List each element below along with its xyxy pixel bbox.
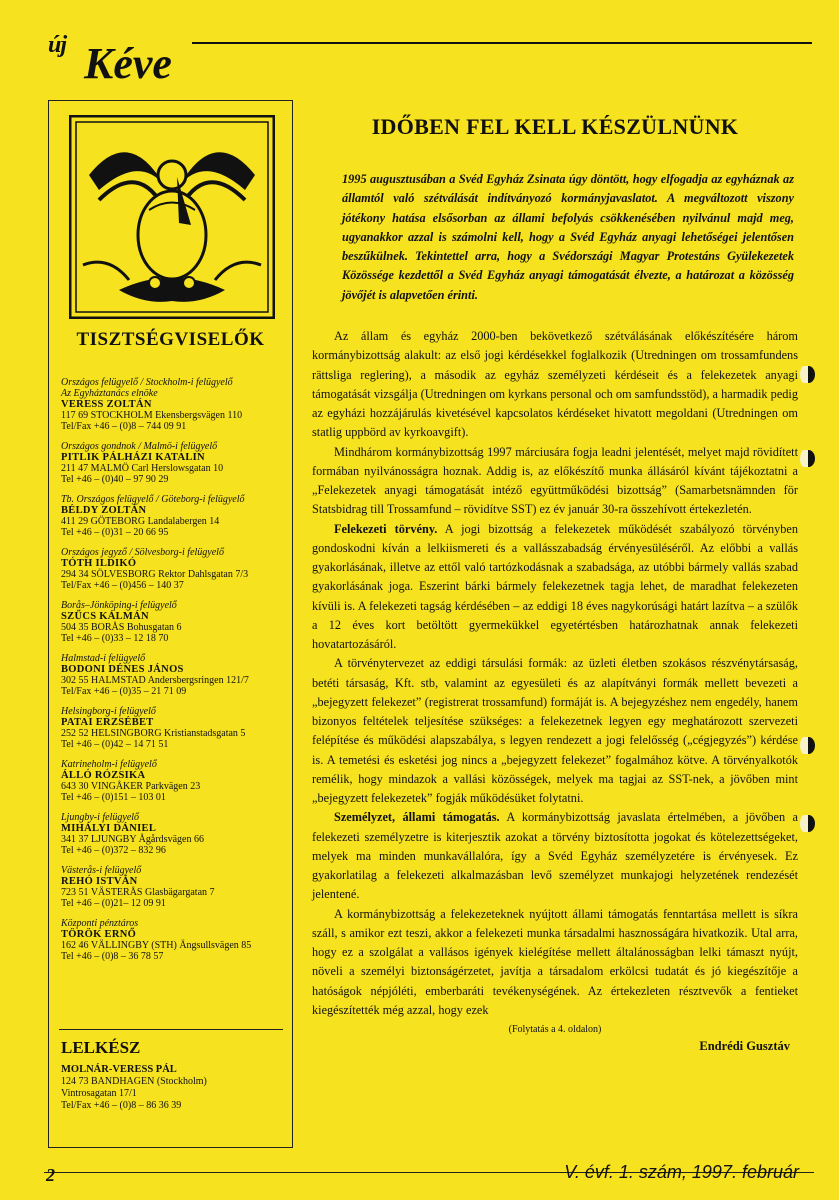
- officer-phone: Tel +46 – (0)8 – 36 78 57: [61, 951, 164, 962]
- officer-role: Országos gondnok / Malmö-i felügyelő: [61, 441, 218, 452]
- pastor-phone: Tel/Fax +46 – (0)8 – 86 36 39: [61, 1100, 182, 1111]
- officer-entry: [61, 918, 289, 962]
- article-lead: 1995 augusztusában a Svéd Egyház Zsinata úgy döntött, hogy elfogadja az egyháznak az államtól való szétválását indítványozó kormányjavaslatot. A megváltozott viszony jótékony hatása elsősorban az állami befolyás csökkenésében nyilvánul majd meg, ugyanakkor azzal is számolni kell, hogy a Svéd Egyház anyagi lehetőségei jelentősen beszűkülnek. Tekintettel arra, hogy a Svédországi Magyar Protestáns Gyülekezetek Közössége kezdettől a Svéd Egyház anyagi támogatását élvezte, a határozat a közösség jövőjét is alapvetően érinti.: [342, 172, 794, 302]
- officer-role: Helsingborg-i felügyelő: [61, 706, 156, 717]
- officer-address: 643 30 VINGÅKER Parkvägen 23: [61, 781, 201, 792]
- officer-role: Központi pénztáros: [61, 918, 139, 929]
- article: [312, 108, 798, 1054]
- officer-entry: [61, 494, 289, 538]
- masthead-rule: [192, 42, 812, 44]
- officer-name: VERESS ZOLTÁN: [61, 399, 152, 410]
- officer-name: PITLIK PÁLHÁZI KATALIN: [61, 452, 205, 463]
- officer-phone: Tel/Fax +46 – (0)35 – 21 71 09: [61, 686, 187, 697]
- article-paragraph: [312, 520, 798, 655]
- officer-address: 411 29 GÖTEBORG Landalabergen 14: [61, 516, 220, 527]
- issue-info: V. évf. 1. szám, 1997. február: [564, 1162, 799, 1182]
- officer-address: 302 55 HALMSTAD Andersbergsringen 121/7: [61, 675, 249, 686]
- officer-address: 252 52 HELSINGBORG Kristianstadsgatan 5: [61, 728, 246, 739]
- article-paragraph: A kormánybizottság a felekezeteknek nyújtott állami támogatás fenntartása mellett is síkra száll, s amikor ezt teszi, akkor a felekezeti munka társadalmi hasznosságára hivatkozik. Utal arra, hogy ez a szolgálat a vallásos igények kielégítése mellett általánosságban lelki támaszt nyújt, növeli a személyi biztonságérzetet, javítja a társadalom erkölcsi tudatát és jó kiegészítője a hatóságok népjóléti, emberbaráti tevékenységének. Az értekezleten résztvevők a fentieket kiegészítették még azzal, hogy ezek: [312, 906, 798, 1017]
- section-title: Felekezeti törvény.: [334, 521, 438, 536]
- binder-hole-mark: [802, 366, 815, 383]
- officer-entry: [61, 812, 289, 856]
- masthead-title: Kéve: [84, 39, 172, 88]
- officers-heading: TISZTSÉGVISELŐK: [76, 329, 265, 350]
- officer-role: Ljungby-i felügyelő: [61, 812, 140, 823]
- officer-address: 117 69 STOCKHOLM Ekensbergsvägen 110: [61, 410, 243, 421]
- officer-role: Katrineholm-i felügyelő: [61, 759, 157, 770]
- paragraph-text: A kormánybizottság javaslata értelmében, a jövőben a felekezeti személyzetre is kiterjesztik azokat a törvény biztosította jogokat és kötelezettségeket, melyek ma minden munkavállalóra, így a Svéd Egyház személyzetére is érvényesek. Ez gyakorlatilag a felekezeti alkalmazásban levő személyzet munkajogi helyzetének rendezését jelentené.: [312, 810, 798, 902]
- article-paragraph: Mindhárom kormánybizottság 1997 márciusára fogja leadni jelentését, melyet majd rövidített formában nyilvánosságra hoznak. Addig is, az előkészítő munka állásáról kívánt tájékoztatni a „Felekezetek anyagi támogatását intéző együttműködési bizottság” (Samarbetsnämnden för Statsbidrag till Trossamfund – rövidítve SST) ez év január 30-ra összehívott értekezletén.: [312, 444, 798, 517]
- pelican-emblem-image: [69, 115, 275, 319]
- officer-phone: Tel +46 – (0)40 – 97 90 29: [61, 474, 169, 485]
- officer-entry: [61, 377, 289, 432]
- masthead-prefix: új: [48, 32, 67, 58]
- officer-entry: [61, 441, 289, 485]
- paragraph-text: A jogi bizottság a felekezetek működését szabályozó törvényben gondoskodni kíván a lelkiismereti és a vallásszabadság érvényesüléséről. Az előbbi a vallás gyakorlásának, illetve az ettől való tartózkodásnak a szabadsága, az utóbbi bármely vallás szabad gyakorlásának joga. Eszerint bárki bármely felekezetnek tagja lehet, de maradhat felekezeten kívüli is. A felekezeti tagság kérdésében – az eddigi 18 éves nagykorúsági határt lazítva – a szülők a 12 éves kort betöltött gyermekükkel egyetértésben határozhatnak annak felekezeti hovatartozásáról.: [312, 521, 798, 652]
- officer-entry: [61, 759, 289, 803]
- officer-role: Halmstad-i felügyelő: [61, 653, 146, 664]
- officer-role: Tb. Országos felügyelő / Göteborg-i felügyelő: [61, 494, 245, 505]
- binder-hole-mark: [802, 815, 815, 832]
- officer-name: ÁLLÓ RÓZSIKA: [61, 770, 146, 781]
- officer-address: 294 34 SÖLVESBORG Rektor Dahlsgatan 7/3: [61, 569, 249, 580]
- pastor-name: MOLNÁR-VERESS PÁL: [61, 1064, 177, 1075]
- officer-name: TÓTH ILDIKÓ: [61, 558, 137, 569]
- officer-phone: Tel +46 – (0)33 – 12 18 70: [61, 633, 169, 644]
- officer-phone: Tel +46 – (0)31 – 20 66 95: [61, 527, 169, 538]
- article-paragraph: A törvénytervezet az eddigi társulási formák: az üzleti életben szokásos részvénytársaság, betéti társaság, Kft. stb, valamint az egyesületi és az alapítványi formák mellett bevezeti a „bejegyzett felekezet” (registrerat trossamfund) formáját is. A bejegyzéshez nem engedély, hanem bizonyos feltételek teljesítése szükséges: a felekezetnek legyen egy meghatározott szervezeti felépítése és működési alapszabálya, s legyen rendezett a jogi felelősség („cégjegyzés”) kérdése is. A temetési és esketési jog nincs a „bejegyzett felekezet” fogalmához kötve. A törvényalkotók remélik, hogy mindazok a vallási közösségek, melyek ma tagjai az SST-nek, a jövőben mint „bejegyzett felekezetek” fogják működésüket folytatni.: [312, 656, 798, 806]
- article-body: [312, 327, 798, 1020]
- officer-name: BODONI DÉNES JÁNOS: [61, 664, 184, 675]
- officers-list: [61, 377, 289, 971]
- officer-address: 162 46 VÄLLINGBY (STH) Ängsullsvägen 85: [61, 940, 252, 951]
- article-headline: IDŐBEN FEL KELL KÉSZÜLNÜNK: [371, 114, 739, 139]
- officer-address: 723 51 VÄSTERÅS Glasbägargatan 7: [61, 887, 215, 898]
- officer-address: 341 37 LJUNGBY Ågårdsvägen 66: [61, 834, 204, 845]
- officer-name: MIHÁLYI DÁNIEL: [61, 823, 157, 834]
- officer-phone: Tel +46 – (0)372 – 832 96: [61, 845, 166, 856]
- pastor-address-line2: Vintrosagatan 17/1: [61, 1088, 137, 1099]
- officer-name: TÖRÖK ERNŐ: [61, 929, 137, 940]
- pastor-divider: [59, 1029, 283, 1030]
- officer-name: SZŰCS KÁLMÁN: [61, 611, 149, 622]
- officer-name: PATAI ERZSÉBET: [61, 717, 154, 728]
- officer-entry: [61, 600, 289, 644]
- binder-hole-mark: [802, 737, 815, 754]
- officer-entry: [61, 865, 289, 909]
- officer-phone: Tel/Fax +46 – (0)456 – 140 37: [61, 580, 184, 591]
- masthead: [44, 18, 814, 88]
- article-paragraph: Az állam és egyház 2000-ben bekövetkező szétválásának előkészítésére három kormánybizottság alakult: az első jogi kérdésekkel foglalkozik (Utredningen om trossamfundens rättsliga reglering), a második az egyház személyzeti kérdéseit és a felekezetek anyagi támogatását vizsgálja (Utredningen om kyrkans personal och om samfundsstöd), a harmadik pedig az egyházi hozzájárulás kivetésével kapcsolatos kérdéseket hivatott megoldani (Utredningen om statlig uppbörd av kyrkoavgift).: [312, 329, 798, 440]
- officer-phone: Tel +46 – (0)21– 12 09 91: [61, 898, 166, 909]
- officer-role: Borås–Jönköping-i felügyelő: [61, 600, 177, 611]
- article-paragraph: [312, 808, 798, 904]
- officer-name: REHÓ ISTVÁN: [61, 876, 138, 887]
- pastor-address-line1: 124 73 BANDHAGEN (Stockholm): [61, 1076, 207, 1087]
- officer-phone: Tel +46 – (0)42 – 14 71 51: [61, 739, 169, 750]
- officer-role: Västerås-i felügyelő: [61, 865, 142, 876]
- officer-entry: [61, 547, 289, 591]
- binder-hole-mark: [802, 450, 815, 467]
- officer-address: 211 47 MALMÖ Carl Herslowsgatan 10: [61, 463, 224, 474]
- continued-note: (Folytatás a 4. oldalon): [508, 1024, 602, 1036]
- article-author: Endrédi Gusztáv: [699, 1039, 790, 1054]
- section-title: Személyzet, állami támogatás.: [334, 810, 500, 825]
- officer-phone: Tel +46 – (0)151 – 103 01: [61, 792, 166, 803]
- officers-sidebar: [48, 100, 293, 1148]
- officer-entry: [61, 706, 289, 750]
- officer-address: 504 35 BORÅS Bohusgatan 6: [61, 622, 182, 633]
- page-number: 2: [46, 1165, 55, 1185]
- officer-role: Országos jegyző / Sölvesborg-i felügyelő: [61, 547, 224, 558]
- pastor-heading: LELKÉSZ: [61, 1038, 141, 1057]
- officer-entry: [61, 653, 289, 697]
- officer-role-secondary: Az Egyháztanács elnöke: [61, 388, 158, 399]
- pastor-block: [61, 1038, 289, 1112]
- officer-name: BÉLDY ZOLTÁN: [61, 505, 147, 516]
- officer-phone: Tel/Fax +46 – (0)8 – 744 09 91: [61, 421, 187, 432]
- officer-role: Országos felügyelő / Stockholm-i felügyelő: [61, 377, 233, 388]
